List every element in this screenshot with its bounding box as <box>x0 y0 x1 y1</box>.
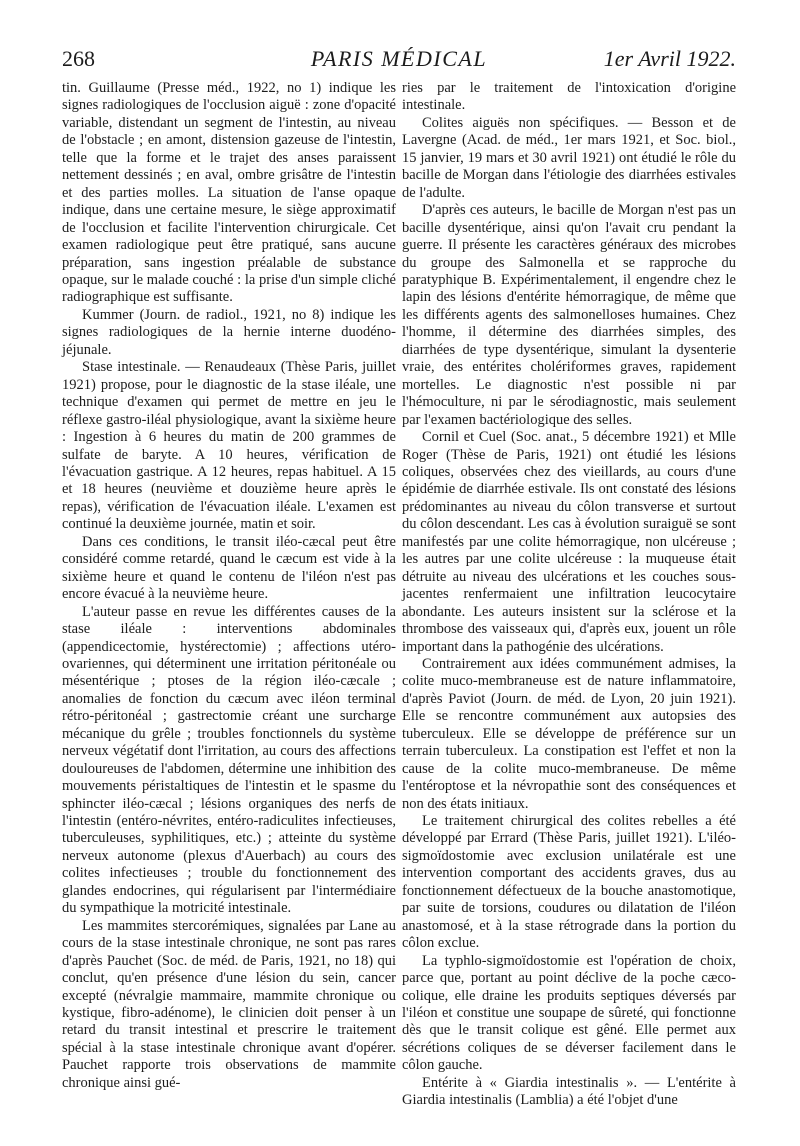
paragraph: Dans ces conditions, le transit iléo-cæcal peut être considéré comme retardé, quand le cæcum est vide à la sixième heure et quand le contenu de l'iléon n'est pas encore évacué à la neuvième heure. <box>62 533 396 603</box>
paragraph: Le traitement chirurgical des colites rebelles a été développé par Errard (Thèse Paris, juillet 1921). L'iléo-sigmoïdostomie avec exclusion unilatérale est une intervention comportant des accidents graves, dus au fonctionnement défectueux de la bouche anastomotique, par suite de torsions, coudures ou dilatation de l'iléon anastomosé, et à la stase rétrograde dans la portion du côlon exclue. <box>402 813 736 952</box>
paragraph: Colites aiguës non spécifiques. — Besson et de Lavergne (Acad. de méd., 1er mars 1921, et Soc. biol., 15 janvier, 19 mars et 30 avril 1921) ont étudié le rôle du bacille de Morgan dans l'étiologie des diarrhées estivales de l'adulte. <box>402 114 736 201</box>
paragraph: ries par le traitement de l'intoxication d'origine intestinale. <box>402 80 736 114</box>
journal-title: PARIS MÉDICAL <box>310 46 488 71</box>
paragraph: tin. Guillaume (Presse méd., 1922, no 1) indique les signes radiologiques de l'occlusion aiguë : zone d'opacité variable, distendant un segment de l'intestin, au niveau de l'obstacle ; en amont, distension gazeuse de l'intestin, telle que la forme et le trajet des anses paraissent nettement dessinés ; en aval, ombre grisâtre de l'intestin et des parties molles. La situation de l'anse opaque indique, dans une certaine mesure, le siège approximatif de l'occlusion et facilite l'intervention chirurgicale. Cet examen radiologique peut être pratiqué, sans aucune préparation, sans ingestion préalable de substance opaque, sur le malade couché : la prise d'un simple cliché radiographique est suffisante. <box>62 80 396 306</box>
left-column <box>62 80 396 1092</box>
issue-date: 1er Avril 1922. <box>603 46 736 71</box>
paragraph: Stase intestinale. — Renaudeaux (Thèse Paris, juillet 1921) propose, pour le diagnostic de la stase iléale, une technique d'examen qui permet de mettre en jeu le réflexe gastro-iléal physiologique, avant la sixième heure : Ingestion à 6 heures du matin de 200 grammes de sulfate de baryte. A 10 heures, vérification de l'évacuation gastrique. A 12 heures, repas habituel. A 15 et 18 heures (neuvième et douzième heure après le repas), vérification de l'évacuation iléale. L'examen est continué la deuxième journée, matin et soir. <box>62 359 396 533</box>
paragraph: Contrairement aux idées communément admises, la colite muco-membraneuse est de nature inflammatoire, d'après Paviot (Journ. de méd. de Lyon, 20 juin 1921). Elle se rencontre communément aux autopsies des tuberculeux. Elle se développe de préférence sur un terrain tuberculeux. La constipation est l'effet et non la cause de la colite muco-membraneuse. De même l'entéroptose et la névropathie sont des conséquences et non des états initiaux. <box>402 655 736 812</box>
paragraph: Les mammites stercorémiques, signalées par Lane au cours de la stase intestinale chronique, ne sont pas rares d'après Pauchet (Soc. de méd. de Paris, 1921, no 18) qui conclut, qu'en présence d'une lésion du sein, cancer excepté (névralgie mammaire, mammite chronique ou kystique, fibro-adénome), le clinicien doit penser à un retard du transit intestinal et prescrire le traitement spécial à la stase intestinale chronique avant d'opérer. Pauchet rapporte trois observations de mammite chronique ainsi gué- <box>62 917 396 1091</box>
page-header <box>62 46 736 76</box>
paragraph: Entérite à « Giardia intestinalis ». — L'entérite à Giardia intestinalis (Lamblia) a été l'objet d'une <box>402 1074 736 1109</box>
paragraph: Cornil et Cuel (Soc. anat., 5 décembre 1921) et Mlle Roger (Thèse de Paris, 1921) ont étudié les lésions coliques, observées chez des vieillards, au cours d'une épidémie de diarrhée estivale. Ils ont constaté des lésions prédominantes au niveau du côlon transverse et surtout du côlon descendant. Les cas à évolution suraiguë se sont manifestés par une colite hémorragique, non ulcéreuse ; les autres par une colite ulcéreuse : la muqueuse était détruite au niveau des ulcérations et les couches sous-jacentes renfermaient une infiltration leucocytaire abondante. Les auteurs insistent sur la sclérose et la thrombose des vaisseaux qui, d'après eux, jouent un rôle important dans la pathogénie des ulcérations. <box>402 429 736 655</box>
page-number: 268 <box>62 46 95 71</box>
paragraph: D'après ces auteurs, le bacille de Morgan n'est pas un bacille dysentérique, ainsi qu'on l'avait cru pendant la guerre. Il présente les caractères généraux des microbes du groupe des Salmonella et se rapproche du paratyphique B. Expérimentalement, il engendre chez le lapin des lésions d'entérite hémorragique, de même que les différents agents des salmonelloses humaines. Chez l'homme, il détermine des diarrhées simples, des diarrhées de type dysentérique, simulant la dysenterie vraie, des entérites cholériformes graves, rapidement mortelles. Le diagnostic n'est possible ni par l'hémoculture, ni par le sérodiagnostic, mais seulement par l'examen bactériologique des selles. <box>402 202 736 428</box>
paragraph: La typhlo-sigmoïdostomie est l'opération de choix, parce que, portant au point déclive de la poche cæco-colique, elle draine les produits septiques déversés par l'iléon et constitue une soupape de sûreté, qui fonctionne dès que le transit colique est gêné. Elle permet aux sécrétions coliques de se déverser facilement dans le côlon gauche. <box>402 952 736 1074</box>
paragraph: L'auteur passe en revue les différentes causes de la stase iléale : interventions abdominales (appendicectomie, hystérectomie) ; affections utéro-ovariennes, qui déterminent une irritation péritonéale ou mésentérique ; ptoses de la région iléo-cæcale ; anomalies de fonction du cæcum avec iléon terminal rétro-péritonéal ; gastrectomie créant une surcharge mécanique du grêle ; troubles fonctionnels du système nerveux végétatif dont l'irritation, au cours des affections douloureuses de l'abdomen, détermine une inhibition des mouvements péristaltiques de l'intestin et le spasme du sphincter iléo-cæcal ; lésions organiques des nerfs de l'intestin (entéro-névrites, entéro-radiculites infectieuses, tuberculeuses, syphilitiques, etc.) ; atteinte du système nerveux autonome (plexus d'Auerbach) au cours des colites infectieuses ; trouble du fonctionnement des glandes endocrines, qui régularisent par l'intermédiaire du sympathique la motricité intestinale. <box>62 603 396 917</box>
paragraph: Kummer (Journ. de radiol., 1921, no 8) indique les signes radiologiques de la hernie interne duodéno-jéjunale. <box>62 306 396 358</box>
right-column <box>402 80 736 1110</box>
